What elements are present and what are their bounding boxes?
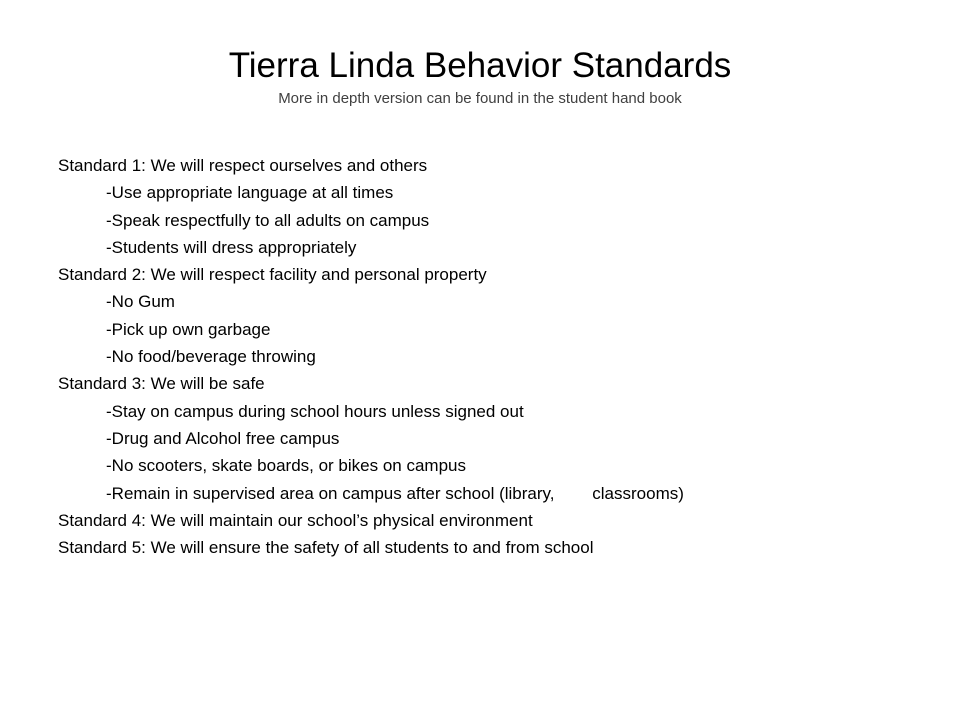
rule-line: -No food/beverage throwing (106, 347, 316, 367)
rule-line: -Remain in supervised area on campus after school (library, classrooms) (106, 483, 684, 503)
standard-line: Standard 1: We will respect ourselves and others (58, 156, 428, 175)
rule-line: -Speak respectfully to all adults on campus (106, 210, 430, 230)
rule-line: -Stay on campus during school hours unless signed out (106, 401, 524, 421)
rule-line: -No Gum (106, 292, 175, 312)
rule-line: -Students will dress appropriately (106, 237, 357, 257)
standard-line: Standard 5: We will ensure the safety of all students to and from school (58, 538, 594, 558)
rule-line: -No scooters, skate boards, or bikes on campus (106, 456, 466, 476)
rule-line: -Pick up own garbage (106, 319, 271, 339)
rule-line: -Use appropriate language at all times (106, 183, 394, 203)
slide-title: Tierra Linda Behavior Standards (228, 46, 732, 85)
standard-line: Standard 2: We will respect facility and personal property (58, 265, 487, 285)
standards-list (58, 152, 938, 561)
standard-line: Standard 4: We will maintain our school’s physical environment (58, 510, 533, 530)
rule-line: -Drug and Alcohol free campus (106, 428, 340, 448)
slide-subtitle: More in depth version can be found in the student hand book (278, 90, 682, 107)
standard-line: Standard 3: We will be safe (58, 374, 265, 394)
